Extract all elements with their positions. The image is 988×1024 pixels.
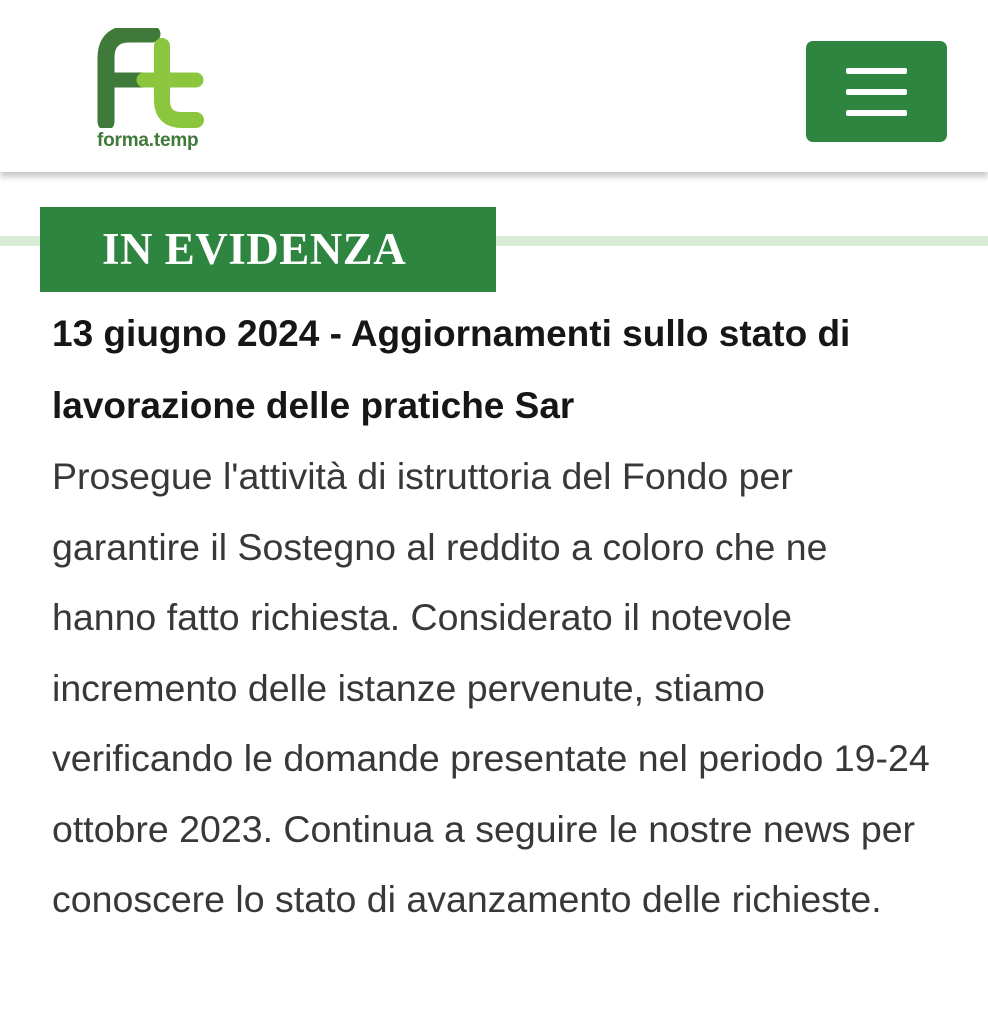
site-header xyxy=(0,0,988,172)
hamburger-menu-icon xyxy=(846,68,907,74)
hamburger-bar xyxy=(846,110,907,116)
menu-button[interactable] xyxy=(806,41,947,142)
news-body: Prosegue l'attività di istruttoria del Fondo per garantire il Sostegno al reddito a coloro che ne hanno fatto richiesta. Considerato il notevole incremento delle istanze pervenute, stiamo verificando le domande presentate nel periodo 19-24 ottobre 2023. Continua a seguire le nostre news per conoscere lo stato di avanzamento delle richieste. xyxy=(52,455,930,920)
logo-text: forma.temp xyxy=(97,130,199,151)
news-title[interactable]: 13 giugno 2024 - Aggiornamenti sullo stato di lavorazione delle pratiche Sar xyxy=(52,313,851,426)
forma-temp-logo[interactable] xyxy=(96,28,208,156)
section-heading: IN EVIDENZA xyxy=(40,207,496,292)
hamburger-bar xyxy=(846,89,907,95)
logo-mark-icon xyxy=(96,28,208,128)
